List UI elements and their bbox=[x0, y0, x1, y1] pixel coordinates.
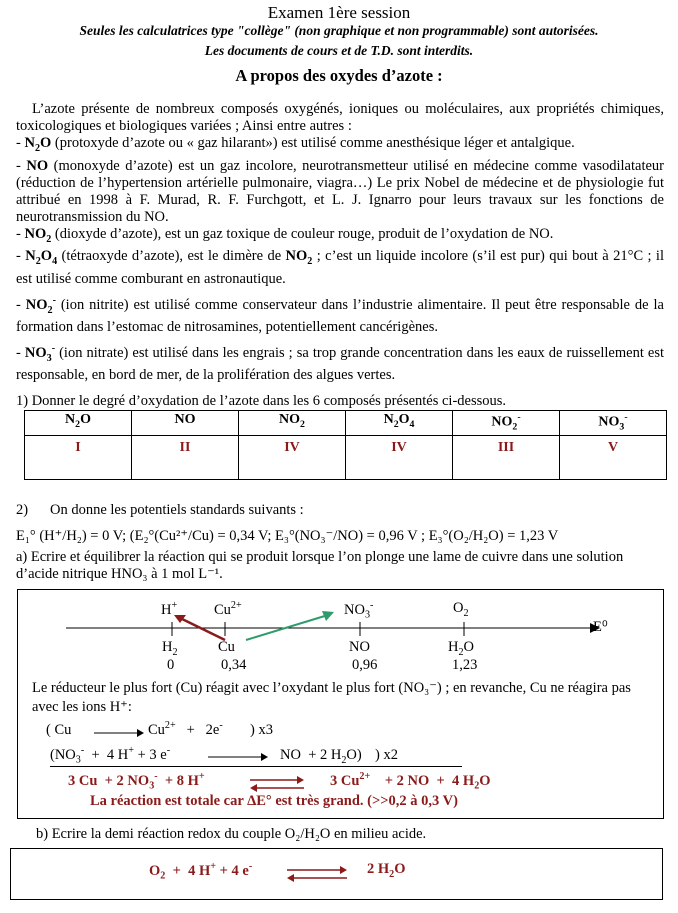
question-2a: a) Ecrire et équilibrer la réaction qui se produit lorsque l’on plonge une lame de cuivre dans une solution d’acide nitrique HNO₃ à 1 mol L⁻¹. bbox=[16, 549, 624, 582]
compound-nitrate: $NO_3^-$ bbox=[560, 411, 667, 436]
half-equation-copper: ( Cu bbox=[46, 722, 72, 738]
oxidation-state: IV bbox=[239, 436, 346, 480]
documents-rule: Les documents de cours et de T.D. sont interdits. bbox=[204, 43, 474, 58]
sum-line bbox=[50, 766, 462, 767]
compound-n2o: $N_2O$ bbox=[25, 411, 132, 436]
water-product: 2 $H_2O$ bbox=[367, 861, 406, 880]
compound-nitrite: $NO_2^-$ bbox=[453, 411, 560, 436]
forward-arrow bbox=[94, 728, 144, 738]
nitrate-item: - $NO_3^-$ (ion nitrate) est utilisé dans les engrais ; sa trop grande concentration dans les eaux de ruissellement est responsable, en bord de mer, de la prolifération des algues vertes. bbox=[16, 342, 664, 383]
forward-arrow bbox=[208, 752, 268, 762]
calculator-rule: Seules les calculatrices type "collège" (non graphique et non programmable) sont autorisées. bbox=[79, 23, 599, 38]
half-equation-nitrate: ($NO_3^- + 4$ H+ + 3 e- bbox=[50, 745, 171, 766]
question-2-text: On donne les potentiels standards suivants : bbox=[50, 502, 304, 518]
conclusion: La réaction est totale car ΔE° est très grand. (>>0,2 à 0,3 V) bbox=[90, 793, 458, 809]
equilibrium-arrow bbox=[250, 776, 304, 792]
no2-item: - $NO_2$ (dioxyde d’azote), est un gaz toxique de couleur rouge, produit de l’oxydation de NO. bbox=[16, 226, 554, 246]
label-no3: $NO_3^-$ bbox=[344, 600, 374, 621]
potential-scale bbox=[18, 590, 663, 690]
value-cu: 0,34 bbox=[221, 657, 247, 673]
exam-title: Examen 1ère session bbox=[267, 3, 411, 22]
copper-ion: $Cu^{2+} + 2e^-$ bbox=[148, 720, 223, 738]
value-h: 0 bbox=[167, 657, 175, 673]
intro-paragraph: L’azote présente de nombreux composés oxygénés, ioniques ou moléculaires, aux propriétés chimiques, toxicologiques et biologiques variées ; Ainsi entre autres : bbox=[16, 101, 664, 135]
question-1: 1) Donner le degré d’oxydation de l’azote dans les 6 composés présentés ci-dessous. bbox=[16, 393, 507, 409]
compound-no2: $NO_2$ bbox=[239, 411, 346, 436]
oxidation-state: IV bbox=[346, 436, 453, 480]
global-reactants: 3 Cu + 2 $NO_3^- + 8$ H+ bbox=[68, 771, 205, 792]
label-o2: $O_2$ bbox=[453, 600, 469, 619]
multiplier-3: ) x3 bbox=[250, 722, 273, 738]
label-h2: $H_2$ bbox=[162, 639, 178, 658]
question-2-label: 2) bbox=[16, 502, 29, 518]
value-o2: 1,23 bbox=[452, 657, 478, 673]
strongest-pair-explanation: Le réducteur le plus fort (Cu) réagit avec l’oxydant le plus fort (NO₃⁻) ; en revanche, Cu ne réagira pas avec les ions H⁺: bbox=[32, 680, 631, 715]
section-heading: A propos des oxydes d’azote : bbox=[235, 66, 443, 85]
oxidation-state: I bbox=[25, 436, 132, 480]
value-no3: 0,96 bbox=[352, 657, 378, 673]
intro-section bbox=[16, 101, 664, 384]
label-cu2: $Cu^{2+}$ bbox=[214, 600, 242, 618]
standard-potentials: E₁° (H⁺/H₂) = 0 V; (E₂°(Cu²⁺/Cu) = 0,34 V; E₃°(NO₃⁻/NO) = 0,96 V ; E₃°(O₂/H₂O) = 1,23 V bbox=[16, 528, 559, 544]
compound-no: NO bbox=[132, 411, 239, 436]
label-no: NO bbox=[349, 639, 370, 655]
nitrite-item: - $NO_2^-$ (ion nitrite) est utilisé comme conservateur dans l’industrie alimentaire. Il peut être responsable de la formation dans l’estomac de nitrosamines, potentiellement cancérigènes. bbox=[16, 294, 664, 335]
multiplier-2: ) x2 bbox=[375, 747, 398, 763]
equilibrium-arrow bbox=[287, 866, 347, 882]
oxidation-table bbox=[24, 410, 667, 480]
label-h2o: $H_2O$ bbox=[448, 639, 475, 658]
answer-box-2b bbox=[10, 848, 663, 900]
question-2b: b) Ecrire la demi réaction redox du couple O₂/H₂O en milieu acide. bbox=[36, 826, 427, 842]
oxidation-state: III bbox=[453, 436, 560, 480]
no-item: - NO (monoxyde d’azote) est un gaz incolore, neurotransmetteur utilisé en médecine comme vasodilatateur (réduction de l’hypertension artérielle pulmonaire, viagra…) Le prix Nobel de médecine et de physiologie fut attribué en 1998 à F. Murad, R. F. Furchgott, et L. J. Ignarro pour leurs travaux sur les fonctions de neurotransmission du NO. bbox=[16, 157, 664, 226]
o2-half-equation: $O_2 + 4$ H+ + 4 e- bbox=[149, 861, 253, 882]
oxidation-state: V bbox=[560, 436, 667, 480]
oxidation-state: II bbox=[132, 436, 239, 480]
label-cu: Cu bbox=[218, 639, 235, 655]
nitrate-products: NO + 2 $H_2O$) bbox=[280, 747, 362, 766]
label-h-plus: H+ bbox=[161, 600, 178, 618]
n2o4-item: - $N_2O_4$ (tétraoxyde d’azote), est le dimère de $NO_2$ ; c’est un liquide incolore (s’il est pur) qui bout à 21°C ; il est utilisé comme comburant en astronautique. bbox=[16, 248, 664, 287]
n2o-item: - $N_2O$ (protoxyde d’azote ou « gaz hilarant») est utilisé comme anesthésique léger et antalgique. bbox=[16, 135, 575, 155]
axis-label: E⁰ bbox=[593, 619, 608, 635]
answer-box-2a bbox=[17, 589, 664, 819]
compound-n2o4: $N_2O_4$ bbox=[346, 411, 453, 436]
global-products: 3 $Cu^{2+}$ + 2 NO + 4 $H_2O$ bbox=[330, 771, 491, 792]
